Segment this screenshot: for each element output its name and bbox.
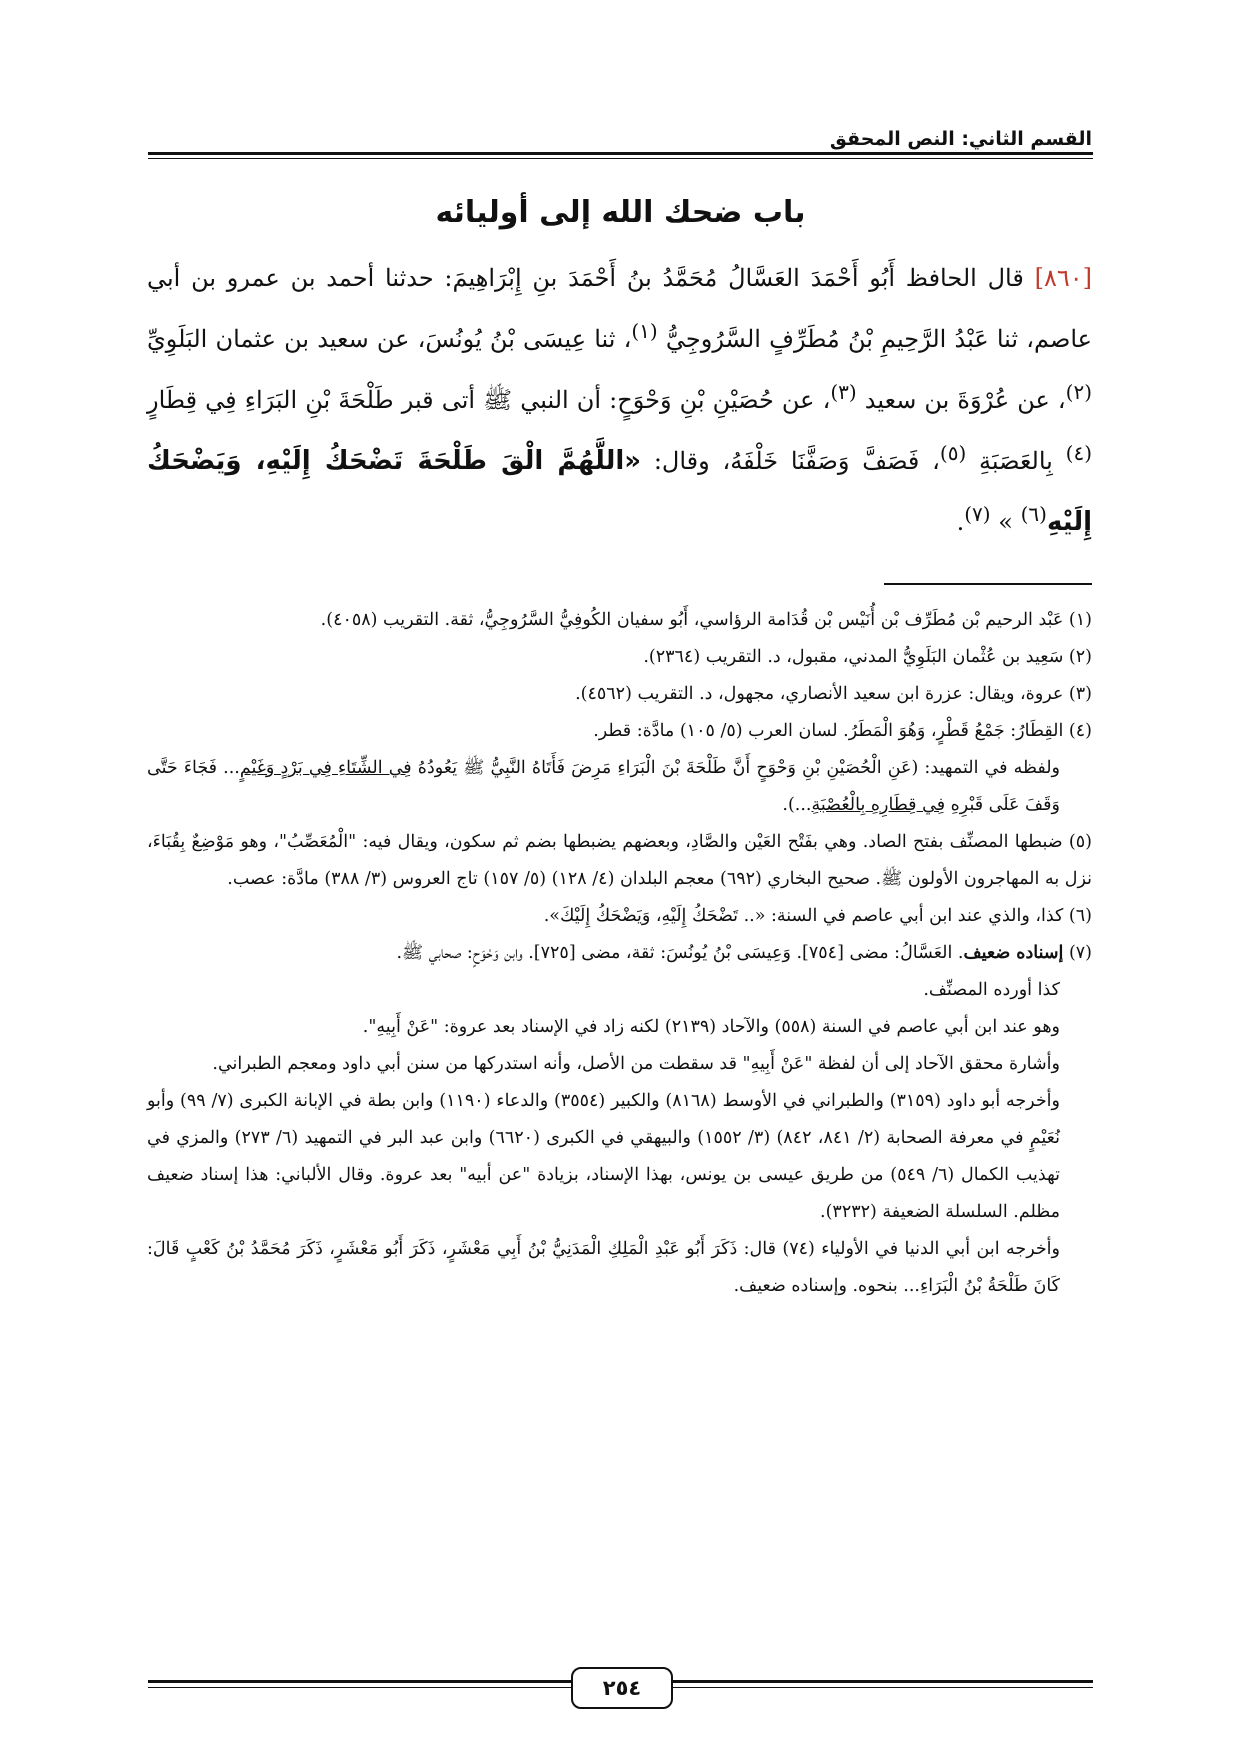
footnote-7-line: وأخرجه ابن أبي الدنيا في الأولياء (٧٤) قال: ذَكَرَ أَبُو عَبْدِ الْمَلِكِ الْمَدَنِيُّ بْنُ أَبِي مَعْشَرٍ، ذَكَرَ أَبُو مَعْشَرٍ، ذَكَرَ مُحَمَّدُ بْنُ كَعْبٍ قَالَ: كَانَ طَلْحَةُ بْنُ الْبَرَاءِ... بنحوه. وإسناده ضعيف. bbox=[147, 1239, 1060, 1296]
footnote-7-line: كذا أورده المصنِّف. bbox=[923, 980, 1060, 1000]
entry-text: ، فَصَفَّ وَصَفَّنَا خَلْفَهُ، وقال: bbox=[641, 447, 940, 475]
footnote-text: ...). bbox=[782, 795, 812, 815]
underlined-text: فِي الشِّتَاءِ فِي بَرْدٍ وَغَيْمٍ bbox=[239, 758, 412, 778]
footnotes bbox=[147, 602, 1092, 1305]
footnote-marker: (٤) bbox=[1065, 441, 1092, 465]
footnote-7-line: وهو عند ابن أبي عاصم في السنة (٥٥٨) والآحاد (٢١٣٩) لكنه زاد في الإسناد بعد عروة: "عَنْ أَبِيهِ". bbox=[362, 1017, 1060, 1037]
entry-text: ، ثنا عِيسَى بْنُ يُونُسَ، عن سعيد بن عثمان البَلَوِيِّ bbox=[147, 325, 632, 353]
entry-text: ، عن عُرْوَةَ بن سعيد bbox=[856, 386, 1066, 414]
footnote-marker: (٥) bbox=[939, 441, 967, 465]
footnote-7-line: وأشارة محقق الآحاد إلى أن لفظة "عَنْ أَبِيهِ" قد سقطت من الأصل، وأنه استدركها من سنن أبي داود ومعجم الطبراني. bbox=[212, 1054, 1060, 1074]
footnote-verdict: إسناده ضعيف bbox=[963, 943, 1064, 963]
footnote-3: (٣) عروة، ويقال: عزرة ابن سعيد الأنصاري، مجهول، د. التقريب (٤٥٦٢). bbox=[575, 684, 1092, 704]
footnote-text: ولفظه في التمهيد: (عَنِ الْحُصَيْنِ بْنِ وَحْوَحٍ أَنَّ طَلْحَةَ بْنَ الْبَرَاءِ مَرِضَ فَأَتَاهُ النَّبِيُّ ﷺ يَعُودُهُ bbox=[411, 758, 1060, 778]
footnote-marker: (٢) bbox=[1065, 380, 1093, 404]
footnote-4-continuation bbox=[147, 750, 1092, 824]
underlined-text: فِي قِطَارِهِ بِالْعُصْبَةِ bbox=[811, 795, 946, 815]
footnote-text: . العَسَّالُ: مضى [٧٥٤]. وَعِيسَى بْنُ يُونُسَ: ثقة، مضى [٧٢٥]. وابن وَحْوَحٍ: صحابي ﷺ. bbox=[396, 943, 964, 963]
footnote-7-line: وأخرجه أبو داود (٣١٥٩) والطبراني في الأوسط (٨١٦٨) والكبير (٣٥٥٤) والدعاء (١١٩٠) وابن بطة في الإبانة الكبرى (٧/ ٩٩) وأبو نُعَيْمٍ في معرفة الصحابة (٢/ ٨٤١، ٨٤٢) (٣/ ١٥٥٢) والبيهقي في الكبرى (٦٦٢٠) وابن عبد البر في التمهيد (٦/ ٢٧٣) والمزي في تهذيب الكمال (٦/ ٥٤٩) من طريق عيسى بن يونس، بهذا الإسناد، بزيادة "عن أبيه" بعد عروة. وقال الألباني: هذا إسناد ضعيف مظلم. السلسلة الضعيفة (٣٢٣٢). bbox=[147, 1091, 1061, 1222]
hadith-quote: «اللَّهُمَّ الْقَ طَلْحَةَ تَضْحَكُ إِلَيْهِ، وَيَضْحَكُ إِلَيْهِ bbox=[147, 446, 1092, 537]
footnote-separator bbox=[884, 583, 1092, 585]
entry-text: قال الحافظ أَبُو أَحْمَدَ العَسَّالُ مُحَمَّدُ بنُ أَحْمَدَ بنِ إِبْرَاهِيمَ: حدثنا أحمد بن عمرو بن أبي عاصم، ثنا عَبْدُ الرَّحِيمِ بْنُ مُطَرِّفٍ السَّرُوجِيُّ bbox=[147, 264, 1092, 353]
running-title: القسم الثاني: النص المحقق bbox=[829, 128, 1092, 150]
footnote-marker: (٣) bbox=[830, 380, 857, 404]
footnote-2: (٢) سَعِيد بن عُثْمان البَلَوِيُّ المدني، مقبول، د. التقريب (٢٣٦٤). bbox=[643, 647, 1092, 667]
footnote-marker: (٧) bbox=[964, 502, 991, 526]
chapter-title: باب ضحك الله إلى أوليائه bbox=[435, 195, 806, 230]
entry-text: بِالعَصَبَةِ bbox=[966, 447, 1066, 475]
header-rule-thin bbox=[148, 158, 1093, 159]
footnote-5: (٥) ضبطها المصنِّف بفتح الصاد. وهي بفَتْح العَيْن والصَّادِ، وبعضهم يضبطها بضم ثم سكون، ويقال فيه: "الْمُعَصِّبُ"، وهو مَوْضِعٌ بِقُبَاءَ، نزل به المهاجرون الأولون ﷺ. صحيح البخاري (٦٩٢) معجم البلدان (٤/ ١٢٨) (٥/ ١٥٧) تاج العروس (٣/ ٣٨٨) مادَّة: عصب. bbox=[147, 832, 1092, 889]
footnote-text: ... فَجَاءَ حَتَّى وَقَفَ عَلَى قَبْرِهِ bbox=[147, 758, 1060, 815]
footnote-6: (٦) كذا، والذي عند ابن أبي عاصم في السنة: «.. تَضْحَكُ إِلَيْهِ، وَيَضْحَكُ إِلَيْكَ». bbox=[543, 906, 1092, 926]
entry-text: ، عن حُصَيْنِ بْنِ وَحْوَحٍ: أن النبي ﷺ أتى قبر طَلْحَةَ بْنِ البَرَاءِ فِي قِطَارٍ bbox=[147, 386, 831, 414]
footnote-text: (٧) bbox=[1063, 943, 1092, 963]
hadith-entry bbox=[147, 252, 1092, 549]
entry-text: . bbox=[956, 508, 965, 536]
footnote-marker: (٦) bbox=[1020, 502, 1047, 526]
footnote-1: (١) عَبْد الرحيم بْن مُطَرِّف بْن أُنَيْس بْن قُدَامة الرؤاسي، أَبُو سفيان الكُوفِيُّ السَّرُوجِيُّ، ثقة. التقريب (٤٠٥٨). bbox=[320, 610, 1092, 630]
footnote-marker: (١) bbox=[631, 319, 658, 343]
entry-text: » bbox=[990, 508, 1021, 536]
footnote-7 bbox=[147, 935, 1092, 972]
footnote-4: (٤) القِطَارُ: جَمْعُ قَطْرٍ، وَهُوَ الْمَطَرُ. لسان العرب (٥/ ١٠٥) مادَّة: قطر. bbox=[593, 721, 1092, 741]
entry-number: [٨٦٠] bbox=[1034, 264, 1092, 292]
page-number: ٢٥٤ bbox=[571, 1667, 673, 1709]
header-rule-thick bbox=[148, 152, 1093, 155]
